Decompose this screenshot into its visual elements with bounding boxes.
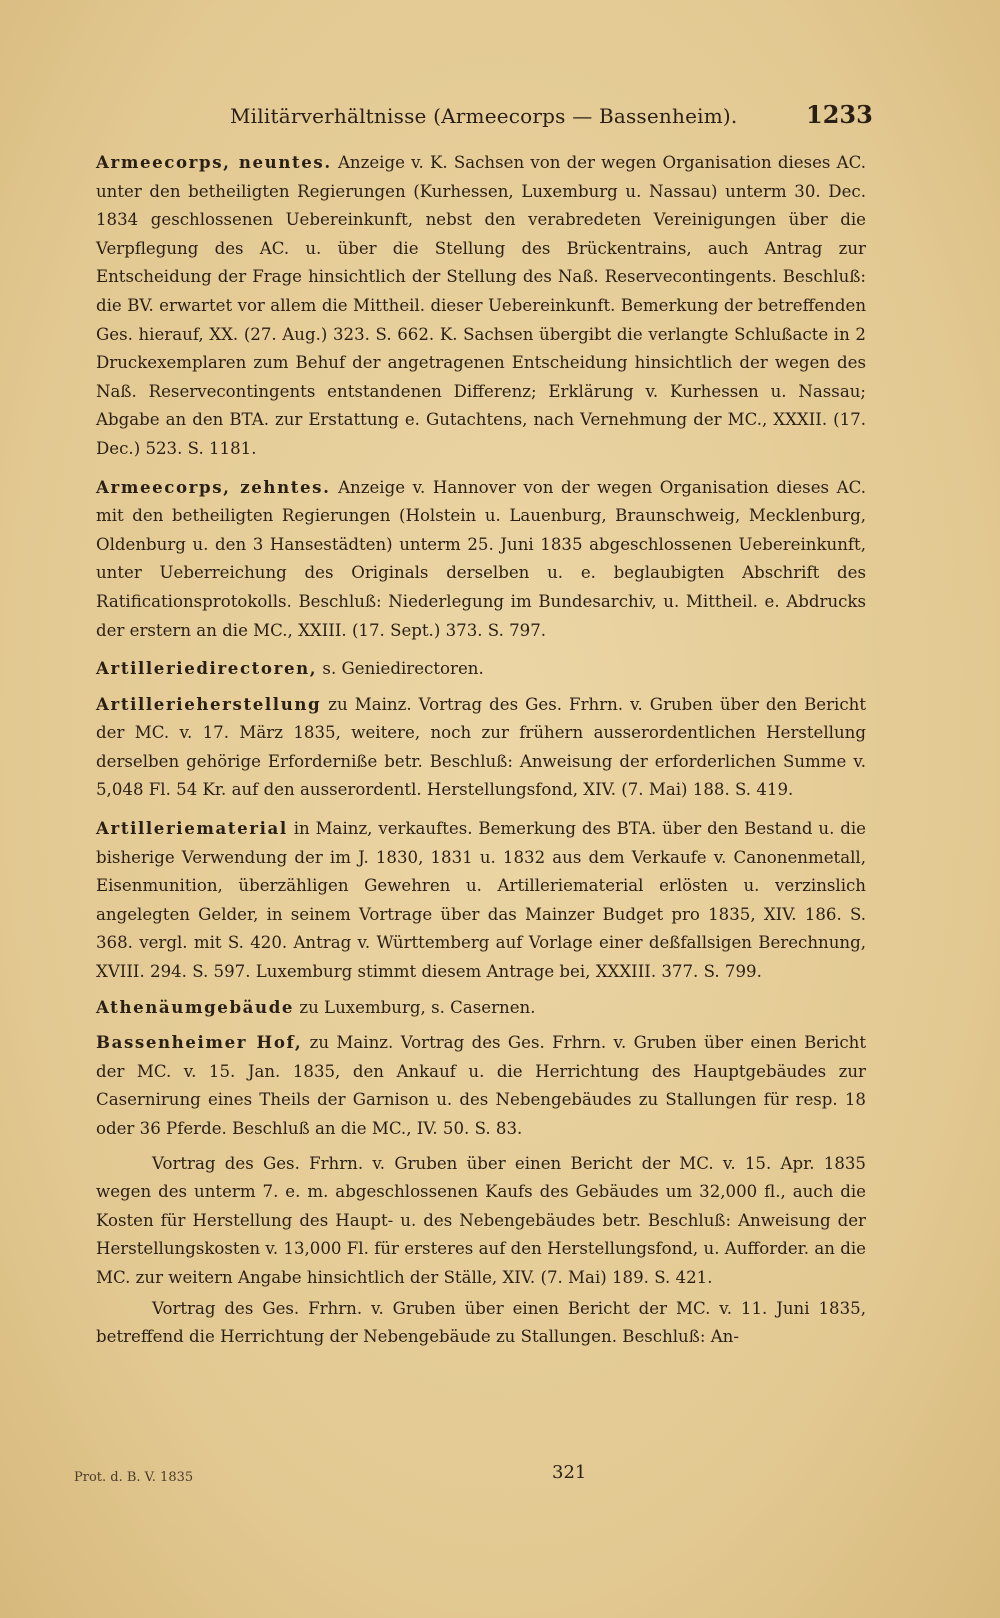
- entry-text: Anzeige v. Hannover von der wegen Organisation dieses AC. mit den betheiligten Regierungen (Holstein u. Lauenburg, Braunschweig, Mecklenburg, Oldenburg u. den 3 Hansestädten) unterm 25. Juni 1835 abgeschlossenen Uebereinkunft, unter Ueberreichung des Originals derselben u. e. beglaubigten Abschrift des Ratificationsprotokolls. Beschluß: Niederlegung im Bundesarchiv, u. Mittheil. e. Abdrucks der erstern an die MC., XXIII. (17. Sept.) 373. S. 797.: [96, 477, 866, 640]
- entry-term: Bassenheimer Hof,: [96, 1032, 303, 1053]
- entry-term: Artilleriematerial: [96, 818, 288, 839]
- entry-term: Athenäumgebäude: [96, 996, 295, 1017]
- index-entry: [96, 993, 866, 1023]
- entry-continuation-paragraph: Vortrag des Ges. Frhrn. v. Gruben über einen Bericht der MC. v. 15. Apr. 1835 wegen des unterm 7. e. m. abgeschlossenen Kaufs des Gebäudes um 32,000 fl., auch die Kosten für Herstellung des Haupt- u. des Nebengebäudes betr. Beschluß: Anweisung der Herstellungskosten v. 13,000 Fl. für ersteres auf den Herstellungsfond, u. Aufforder. an die MC. zur weitern Angabe hinsichtlich der Ställe, XIV. (7. Mai) 189. S. 421.: [96, 1153, 866, 1287]
- entry-text: zu Luxemburg, s. Casernen.: [299, 997, 536, 1017]
- entry-term: Artilleriedirectoren,: [96, 658, 318, 679]
- entry-term: Armeecorps, neuntes.: [96, 152, 332, 172]
- index-entries: [96, 148, 866, 1354]
- index-entry: [96, 148, 866, 464]
- running-header: Militärverhältnisse (Armeecorps — Bassenheim).: [230, 104, 738, 128]
- index-entry: [96, 654, 866, 684]
- entry-continuation-paragraph: Vortrag des Ges. Frhrn. v. Gruben über einen Bericht der MC. v. 11. Juni 1835, betreffend die Herrichtung der Nebengebäude zu Stallungen. Beschluß: An-: [96, 1298, 866, 1347]
- entry-text: in Mainz, verkauftes. Bemerkung des BTA. über den Bestand u. die bisherige Verwendung der im J. 1830, 1831 u. 1832 aus dem Verkaufe v. Canonenmetall, Eisenmunition, überzähligen Gewehren u. Artilleriematerial erlösten u. verzinslich angelegten Gelder, in seinem Vortrage über das Mainzer Budget pro 1835, XIV. 186. S. 368. vergl. mit S. 420. Antrag v. Württemberg auf Vorlage einer deßfallsigen Berechnung, XVIII. 294. S. 597. Luxemburg stimmt diesem Antrage bei, XXXIII. 377. S. 799.: [96, 819, 866, 982]
- entry-text: zu Mainz. Vortrag des Ges. Frhrn. v. Gruben über einen Bericht der MC. v. 15. Jan. 1835, den Ankauf u. die Herrichtung des Hauptgebäudes zur Casernirung eines Theils der Garnison u. des Nebengebäudes zu Stallungen für resp. 18 oder 36 Pferde. Beschluß an die MC., IV. 50. S. 83.: [96, 1033, 867, 1138]
- index-entry: [96, 814, 866, 987]
- entry-text: zu Mainz. Vortrag des Ges. Frhrn. v. Gruben über den Bericht der MC. v. 17. März 1835, weitere, noch zur frühern ausserordentlichen Herstellung derselben gehörige Erforderniße betr. Beschluß: Anweisung der erforderlichen Summe v. 5,048 Fl. 54 Kr. auf den ausserordentl. Herstellungsfond, XIV. (7. Mai) 188. S. 419.: [96, 694, 866, 800]
- index-entry: [96, 473, 866, 646]
- entry-term: Armeecorps, zehntes.: [96, 476, 331, 497]
- footer-signature: Prot. d. B. V. 1835: [74, 1470, 194, 1485]
- index-entry: [96, 1028, 866, 1143]
- entry-text: Anzeige v. K. Sachsen von der wegen Organisation dieses AC. unter den betheiligten Regierungen (Kurhessen, Luxemburg u. Nassau) unterm 30. Dec. 1834 geschlossenen Uebereinkunft, nebst den verabredeten Vereinigungen über die Verpflegung des AC. u. über die Stellung des Brückentrains, auch Antrag zur Entscheidung der Frage hinsichtlich der Stellung des Naß. Reservecontingents. Beschluß: die BV. erwartet vor allem die Mittheil. dieser Uebereinkunft. Bemerkung der betreffenden Ges. hierauf, XX. (27. Aug.) 323. S. 662. K. Sachsen übergibt die verlangte Schlußacte in 2 Druckexemplaren zum Behuf der angetragenen Entscheidung hinsichtlich der wegen des Naß. Reservecontingents entstandenen Differenz; Erklärung v. Kurhessen u. Nassau; Abgabe an den BTA. zur Erstattung e. Gutachtens, nach Vernehmung der MC., XXXII. (17. Dec.) 523. S. 1181.: [96, 153, 866, 458]
- entry-text: s. Geniedirectoren.: [322, 659, 484, 679]
- index-entry: [96, 690, 866, 805]
- entry-term: Artillerieherstellung: [96, 693, 322, 714]
- page-number: 1233: [806, 100, 873, 129]
- sheet-number: 321: [552, 1462, 587, 1483]
